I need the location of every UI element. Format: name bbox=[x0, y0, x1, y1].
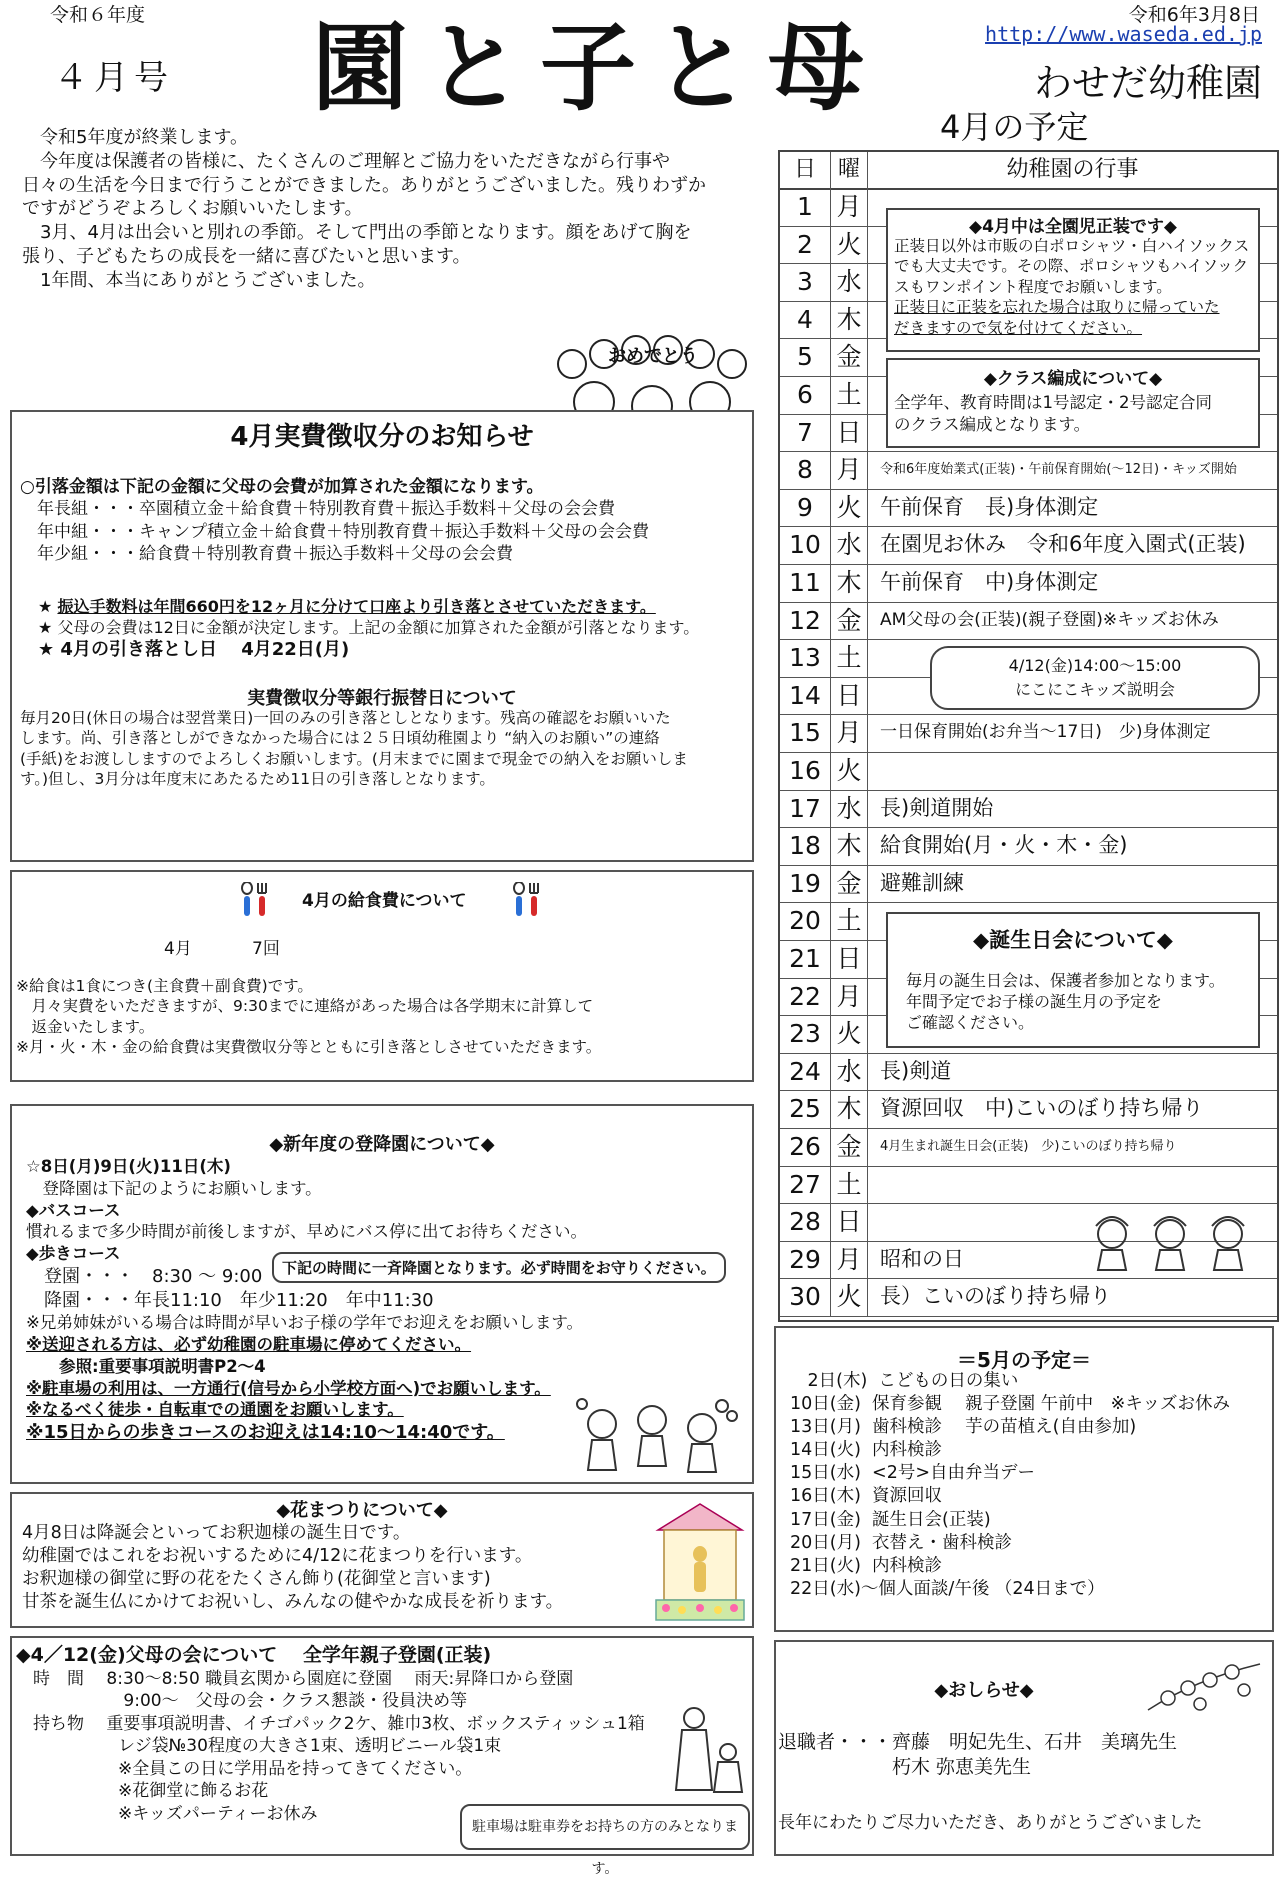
april-schedule-table bbox=[778, 150, 1279, 1322]
schedule-weekday: 金 bbox=[830, 865, 868, 903]
omedetou-text: おめでとう bbox=[608, 346, 698, 367]
schedule-day: 4 bbox=[797, 304, 813, 334]
schedule-day: 19 bbox=[789, 868, 821, 898]
lunch-fee-box: 4月の給食費について 4月 7回 ※給食は1食につき(主食費＋副食費)です。 月々実費をいただきますが、9:30までに連絡があった場合は各学期末に計算して 返金いたします。 ※月・火・木・金の給食費は実費徴収分等とともに引き落としさせていただきます。 bbox=[10, 870, 754, 1082]
children-hats-illustration bbox=[1080, 1204, 1260, 1274]
schedule-weekday: 土 bbox=[830, 376, 868, 414]
bank-transfer-title: 実費徴収分等銀行振替日について bbox=[247, 688, 517, 709]
schedule-weekday: 金 bbox=[830, 602, 868, 640]
fees-item-senior: 年長組・・・卒園積立金＋給食費＋特別教育費＋振込手数料＋父母の会会費 bbox=[20, 499, 615, 520]
schedule-day: 17 bbox=[789, 793, 821, 823]
schedule-weekday: 水 bbox=[830, 1053, 868, 1091]
schedule-row bbox=[780, 1090, 1277, 1129]
schedule-day: 20 bbox=[789, 906, 821, 936]
school-url-link[interactable]: http://www.waseda.ed.jp bbox=[985, 22, 1262, 46]
schedule-event: 長)剣道 bbox=[880, 1058, 952, 1083]
schedule-weekday: 日 bbox=[830, 1203, 868, 1241]
schedule-day: 5 bbox=[797, 342, 813, 372]
schedule-event: 4月生まれ誕生日会(正装) 少)こいのぼり持ち帰り bbox=[880, 1139, 1177, 1154]
schedule-day: 28 bbox=[789, 1207, 821, 1237]
schedule-day: 1 bbox=[797, 192, 813, 221]
fees-title: 4月実費徴収分のお知らせ bbox=[230, 422, 534, 452]
parking-notice: 駐車場は駐車券をお持ちの方のみとなります。 bbox=[460, 1804, 750, 1850]
lunch-count: 7回 bbox=[252, 939, 280, 959]
fiscal-year: 令和６年度 bbox=[50, 4, 146, 26]
schedule-weekday: 月 bbox=[830, 451, 868, 489]
schedule-event: 在園児お休み 令和6年度入園式(正装) bbox=[880, 532, 1246, 557]
schedule-event: 長）こいのぼり持ち帰り bbox=[880, 1284, 1111, 1309]
schedule-weekday: 日 bbox=[830, 940, 868, 978]
lunch-title: 4月の給食費について bbox=[302, 891, 467, 911]
schedule-event: 一日保育開始(お弁当～17日) 少)身体測定 bbox=[880, 722, 1211, 743]
schedule-weekday: 木 bbox=[830, 301, 868, 339]
schedule-event: 避難訓練 bbox=[880, 870, 964, 895]
newsletter-title: 園と子と母 bbox=[312, 11, 882, 124]
fees-item-middle: 年中組・・・キャンプ積立金＋給食費＋特別教育費＋振込手数料＋父母の会会費 bbox=[20, 521, 649, 542]
issue-date: 令和6年3月8日 bbox=[1128, 4, 1260, 26]
schedule-day: 8 bbox=[797, 455, 813, 485]
fees-notice-box: 4月実費徴収分のお知らせ ○引落金額は下記の金額に父母の会費が加算された金額になります。 年長組・・・卒園積立金＋給食費＋特別教育費＋振込手数料＋父母の会会費 年中組・・・キャンプ積立金＋給食費＋特別教育費＋振込手数料＋父母の会会費 年少組・・・給食費＋特別教育費＋振込手数料＋父母の会会費 ★ 振込手数料は年間660円を12ヶ月に分けて口座より引き落とさせていただきます。 ★ 父母の会費は12日に金額が決定します。上記の金額に加算された金額が引落となります。 ★ 4月の引き落とし日 4月22日(月) 実費徴収分等銀行振替日について 毎月20日(休日の場合は翌営業日)一回のみの引き落としとなります。残高の確認をお願いいた します。尚、引き落としができなかった場合には２５日頃幼稚園より “納入のお願い”の連絡 (手紙)をお渡ししますのでよろしくお願いします。(月末までに園まで現金での納入をお願いしま す。)但し、3月分は年度末にあたるため11日の引き落しとなります。 bbox=[10, 410, 754, 862]
schedule-day: 26 bbox=[789, 1132, 821, 1161]
schedule-event: 資源回収 中)こいのぼり持ち帰り bbox=[880, 1096, 1204, 1121]
schedule-weekday: 火 bbox=[830, 226, 868, 264]
issue-label: ４月号 bbox=[54, 58, 174, 98]
schedule-day: 2 bbox=[797, 229, 813, 259]
schedule-weekday: 月 bbox=[830, 188, 868, 226]
schedule-row bbox=[780, 1166, 1277, 1205]
schedule-day: 14 bbox=[789, 680, 821, 710]
schedule-day: 12 bbox=[789, 605, 821, 635]
flower-title: ◆花まつりについて◆ bbox=[276, 1500, 448, 1521]
may-schedule-box: ＝5月の予定＝ 2日(木) こどもの日の集い 10日(金) 保育参観 親子登園 午前中 ※キッズお休み 13日(月) 歯科検診 芋の苗植え(自由参加) 14日(火) 内科検診 15日(水) <2号>自由弁当デー 16日(木) 資源回収 17日(金) 誕生日会(正装) 20日(月) 衣替え・歯科検診 21日(火) 内科検診 22日(水)～個人面談/午後 （24日まで） bbox=[774, 1326, 1274, 1632]
spoon-fork-icon bbox=[238, 882, 272, 922]
schedule-weekday: 水 bbox=[830, 790, 868, 828]
schedule-weekday: 火 bbox=[830, 1015, 868, 1053]
schedule-row bbox=[780, 827, 1277, 866]
schedule-row bbox=[780, 489, 1277, 528]
schedule-weekday: 金 bbox=[830, 1128, 868, 1166]
dismissal-callout: 下記の時間に一斉降園となります。必ず時間をお守りください。 bbox=[272, 1252, 726, 1283]
birthday-popup: ◆誕生日会について◆ 毎月の誕生日会は、保護者参加となります。 年間予定でお子様の誕生月の予定を ご確認ください。 bbox=[886, 912, 1260, 1048]
schedule-day: 22 bbox=[789, 981, 821, 1011]
schedule-day: 27 bbox=[789, 1169, 821, 1199]
schedule-day: 23 bbox=[789, 1019, 821, 1049]
parents-title: ◆4／12(金)父母の会について 全学年親子登園(正装) bbox=[16, 1644, 492, 1666]
schedule-weekday: 火 bbox=[830, 1278, 868, 1316]
schedule-row bbox=[780, 1128, 1277, 1167]
schedule-event: 昭和の日 bbox=[880, 1246, 964, 1271]
schedule-weekday: 水 bbox=[830, 526, 868, 564]
intro-message: 令和5年度が終業します。 今年度は保護者の皆様に、たくさんのご理解とご協力をいただきながら行事や 日々の生活を今日まで行うことができました。ありがとうございました。残りわずか ですがどうぞよろしくお願いいたします。 3月、4月は出会いと別れの季節。そして門出の季節となります。顔をあげて胸を 張り、子どもたちの成長を一緒に喜びたいと思います。 1年間、本当にありがとうございました。 bbox=[22, 127, 706, 291]
schedule-weekday: 水 bbox=[830, 263, 868, 301]
notice-closing: 長年にわたりご尽力いただき、ありがとうございました bbox=[778, 1813, 1203, 1833]
schedule-day: 25 bbox=[789, 1094, 821, 1124]
notice-box: ◆おしらせ◆ 退職者・・・齊藤 明妃先生、石井 美璃先生 朽木 弥恵美先生 長年にわたりご尽力いただき、ありがとうございました bbox=[774, 1640, 1274, 1856]
schedule-day: 11 bbox=[789, 568, 821, 597]
schedule-header-row bbox=[780, 152, 1277, 190]
schedule-weekday: 金 bbox=[830, 338, 868, 376]
schedule-weekday: 月 bbox=[830, 714, 868, 752]
schedule-day: 9 bbox=[797, 492, 813, 522]
schedule-row bbox=[780, 526, 1277, 565]
schedule-weekday: 月 bbox=[830, 1241, 868, 1279]
schedule-weekday: 木 bbox=[830, 827, 868, 865]
schedule-weekday: 土 bbox=[830, 639, 868, 677]
schedule-day: 18 bbox=[789, 831, 821, 861]
schedule-row bbox=[780, 1053, 1277, 1092]
birthday-popup-title: ◆誕生日会について◆ bbox=[973, 928, 1173, 952]
fees-item-junior: 年少組・・・給食費＋特別教育費＋振込手数料＋父母の会会費 bbox=[20, 544, 513, 565]
header-day: 日 bbox=[793, 157, 816, 182]
schedule-event: 長)剣道開始 bbox=[880, 795, 994, 820]
schedule-weekday: 日 bbox=[830, 677, 868, 715]
fees-lead: ○引落金額は下記の金額に父母の会費が加算された金額になります。 bbox=[20, 477, 544, 497]
schedule-event: 午前保育 長)身体測定 bbox=[880, 494, 1099, 519]
blossom-branch-illustration bbox=[1144, 1650, 1264, 1724]
fees-note-debit-date: 4月の引き落とし日 4月22日(月) bbox=[60, 639, 350, 661]
schedule-row bbox=[780, 714, 1277, 753]
schedule-day: 3 bbox=[797, 267, 813, 297]
schedule-event: 午前保育 中)身体測定 bbox=[880, 570, 1099, 594]
schedule-weekday: 月 bbox=[830, 978, 868, 1016]
schedule-day: 21 bbox=[789, 944, 821, 973]
children-walking-illustration bbox=[572, 1394, 742, 1478]
schedule-day: 6 bbox=[797, 380, 813, 409]
uniform-popup: ◆4月中は全園児正装です◆ 正装日以外は市販の白ポロシャツ・白ハイソックス でも大丈夫です。その際、ポロシャツもハイソック スもワンポイント程度でお願いします。 正装日に正装を忘れた場合は取りに帰っていた だきますので気を付けてください。 bbox=[886, 208, 1260, 352]
schedule-day: 10 bbox=[789, 530, 821, 560]
schedule-weekday: 土 bbox=[830, 902, 868, 940]
header-event: 幼稚園の行事 bbox=[1006, 157, 1139, 182]
lunch-month: 4月 bbox=[164, 939, 192, 959]
schedule-row bbox=[780, 451, 1277, 490]
schedule-weekday: 土 bbox=[830, 1166, 868, 1204]
schedule-weekday: 日 bbox=[830, 414, 868, 452]
schedule-row bbox=[780, 752, 1277, 791]
schedule-day: 7 bbox=[797, 417, 813, 447]
class-formation-popup: ◆クラス編成について◆ 全学年、教育時間は1号認定・2号認定合同 のクラス編成となります。 bbox=[886, 358, 1260, 448]
schedule-day: 13 bbox=[789, 643, 821, 673]
schedule-day: 29 bbox=[789, 1244, 821, 1274]
may-title: ＝5月の予定＝ bbox=[957, 1348, 1091, 1372]
schedule-row bbox=[780, 564, 1277, 603]
parents-meeting-box: ◆4／12(金)父母の会について 全学年親子登園(正装) 時 間 8:30～8:50 職員玄関から園庭に登園 雨天:昇降口から登園 9:00～ 父母の会・クラス懇談・役員決め等 持ち物 重要事項説明書、イチゴパック2ケ、雑巾3枚、ボックスティッシュ1箱 レジ袋№30程度の大きさ1束、透明ビニール袋1束 ※全員この日に学用品を持ってきてください。 ※花御堂に飾るお花 ※キッズパーティーお休み 駐車場は駐車券をお持ちの方のみとなります。 bbox=[10, 1636, 754, 1856]
notice-title: ◆おしらせ◆ bbox=[934, 1680, 1034, 1701]
schedule-day: 24 bbox=[789, 1056, 821, 1086]
schedule-event: 令和6年度始業式(正装)・午前保育開始(～12日)・キッズ開始 bbox=[880, 462, 1237, 478]
schedule-weekday: 木 bbox=[830, 564, 868, 602]
flower-shrine-illustration bbox=[652, 1500, 748, 1624]
schedule-weekday: 火 bbox=[830, 489, 868, 527]
schedule-day: 15 bbox=[789, 718, 821, 748]
schedule-title: 4月の予定 bbox=[940, 108, 1089, 146]
schedule-weekday: 火 bbox=[830, 752, 868, 790]
schedule-row bbox=[780, 602, 1277, 641]
parent-child-illustration bbox=[672, 1704, 748, 1796]
spoon-fork-icon bbox=[510, 882, 544, 922]
kids-briefing-bubble: 4/12(金)14:00～15:00 にこにこキッズ説明会 bbox=[930, 646, 1260, 710]
uniform-popup-title: ◆4月中は全園児正装です◆ bbox=[969, 217, 1177, 237]
commute-box: ◆新年度の登降園について◆ ☆8日(月)9日(火)11日(木) 登降園は下記のようにお願いします。 ◆バスコース 慣れるまで多少時間が前後しますが、早めにバス停に出てお待ちください。 ◆歩きコース 登園・・・ 8:30 ～ 9:00 降園・・・年長11:10 年少11:20 年中11:30 ※兄弟姉妹がいる場合は時間が早いお子様の学年でお迎えをお願いします。 ※送迎される方は、必ず幼稚園の駐車場に停めてください。 参照:重要事項説明書P2～4 ※駐車場の利用は、一方通行(信号から小学校方面へ)でお願いします。 ※なるべく徒歩・自転車での通園をお願いします。 ※15日からの歩きコースのお迎えは14:10～14:40です。 下記の時間に一斉降園となります。必ず時間をお守りください。 bbox=[10, 1104, 754, 1484]
schedule-weekday: 木 bbox=[830, 1090, 868, 1128]
schedule-event: 給食開始(月・火・木・金) bbox=[880, 833, 1128, 858]
flower-festival-box: ◆花まつりについて◆ 4月8日は降誕会といってお釈迦様の誕生日です。 幼稚園ではこれをお祝いするために4/12に花まつりを行います。 お釈迦様の御堂に野の花をたくさん飾り(花御堂と言います) 甘茶を誕生仏にかけてお祝いし、みんなの健やかな成長を祈ります。 bbox=[10, 1492, 754, 1628]
header-weekday: 曜 bbox=[830, 152, 868, 188]
class-popup-title: ◆クラス編成について◆ bbox=[983, 369, 1163, 389]
fees-note-transfer: 振込手数料は年間660円を12ヶ月に分けて口座より引き落とさせていただきます。 bbox=[57, 597, 656, 616]
commute-title: ◆新年度の登降園について◆ bbox=[269, 1134, 495, 1155]
schedule-day: 30 bbox=[789, 1282, 821, 1312]
fees-note-dues: 父母の会費は12日に金額が決定します。上記の金額に加算された金額が引落となります。 bbox=[57, 618, 700, 638]
school-name: わせだ幼稚園 bbox=[1033, 61, 1262, 105]
schedule-day: 16 bbox=[789, 756, 821, 785]
schedule-row bbox=[780, 865, 1277, 904]
schedule-row bbox=[780, 1278, 1277, 1317]
schedule-event: AM父母の会(正装)(親子登園)※キッズお休み bbox=[880, 609, 1219, 630]
schedule-row bbox=[780, 790, 1277, 829]
